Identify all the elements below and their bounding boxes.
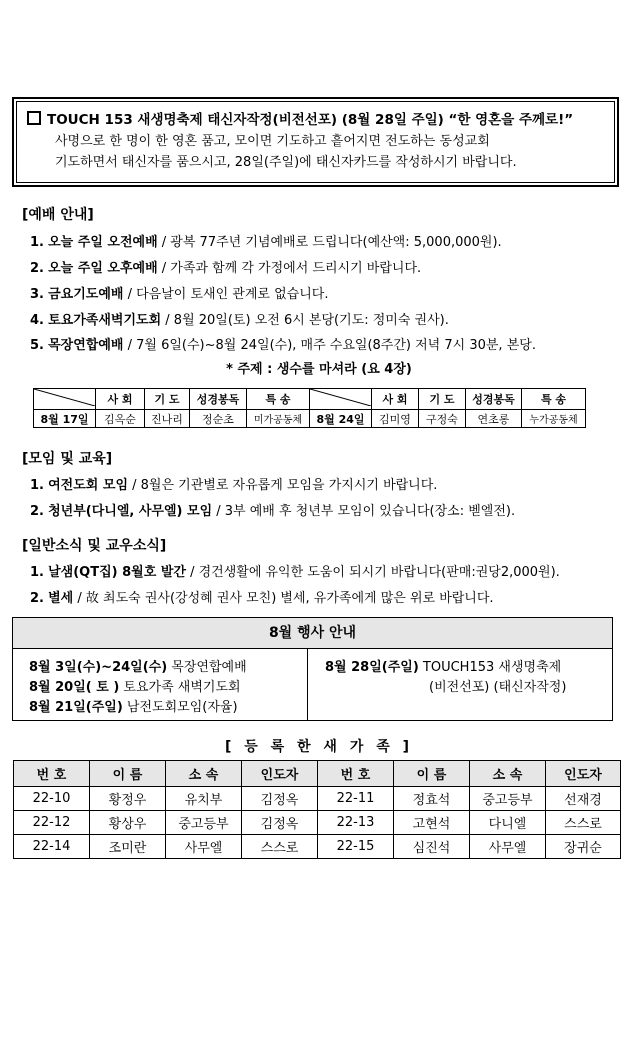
duty-table — [33, 388, 586, 428]
reg-cell: 다니엘 — [470, 811, 546, 835]
worship-heading: [예배 안내] — [22, 207, 94, 223]
reg-header: 이 름 — [90, 761, 166, 787]
touch-festival-box — [12, 97, 619, 187]
registration-title: [ 등 록 한 새 가 족 ] — [224, 739, 414, 755]
reg-cell: 선재경 — [546, 787, 621, 811]
reg-cell: 중고등부 — [470, 787, 546, 811]
sermon-theme: * 주제 : 생수를 마셔라 (요 4장) — [226, 362, 412, 377]
reg-cell: 장귀순 — [546, 835, 621, 859]
table-row — [14, 835, 621, 859]
worship-item-3: 3. 금요기도예배 / 다음날이 토새인 관계로 없습니다. — [30, 287, 329, 302]
reg-cell: 사무엘 — [166, 835, 242, 859]
news-heading: [일반소식 및 교우소식] — [22, 538, 167, 554]
duty-cell: 누가공동체 — [522, 410, 586, 428]
event-item: 8월 28일(주일) TOUCH153 새생명축제 — [325, 660, 562, 675]
events-right — [325, 658, 566, 698]
duty-cell: 구정숙 — [419, 410, 466, 428]
reg-cell: 22-10 — [14, 787, 90, 811]
duty-cell: 미가공동체 — [247, 410, 310, 428]
meeting-item-1: 1. 여전도회 모임 / 8월은 기관별로 자유롭게 모임을 가지시기 바랍니다. — [30, 478, 438, 493]
checkbox-icon — [27, 111, 41, 125]
reg-header: 번 호 — [14, 761, 90, 787]
reg-cell: 스스로 — [242, 835, 318, 859]
duty-corner — [34, 389, 96, 410]
reg-header: 인도자 — [242, 761, 318, 787]
events-divider — [307, 649, 308, 721]
worship-item-2: 2. 오늘 주일 오후예배 / 가족과 함께 각 가정에서 드리시기 바랍니다. — [30, 261, 422, 276]
duty-header: 특 송 — [522, 389, 586, 410]
table-row — [14, 811, 621, 835]
worship-item-1: 1. 오늘 주일 오전예배 / 광복 77주년 기념예배로 드립니다(예산액: 5,000,000원). — [30, 235, 502, 250]
duty-cell: 김옥순 — [96, 410, 145, 428]
reg-cell: 스스로 — [546, 811, 621, 835]
duty-cell: 정순초 — [190, 410, 247, 428]
touch-line-1: 사명으로 한 명이 한 영혼 품고, 모이면 기도하고 흩어지면 전도하는 동성교회 — [55, 134, 490, 149]
table-row — [14, 787, 621, 811]
registration-header-row — [14, 761, 621, 787]
event-item: 8월 3일(수)~24일(수) 목장연합예배 — [29, 660, 247, 675]
events-title: 8월 행사 안내 — [13, 618, 612, 649]
duty-header: 사 회 — [372, 389, 419, 410]
duty-date: 8월 17일 — [34, 410, 96, 428]
reg-cell: 김정옥 — [242, 811, 318, 835]
duty-cell: 연초롱 — [466, 410, 522, 428]
reg-header: 소 속 — [470, 761, 546, 787]
event-item: 8월 21일(주일) 남전도회모임(자율) — [29, 700, 238, 715]
news-item-1: 1. 날샘(QT집) 8월호 발간 / 경건생활에 유익한 도움이 되시기 바랍니다(판매:권당2,000원). — [30, 565, 560, 580]
reg-header: 번 호 — [318, 761, 394, 787]
reg-cell: 조미란 — [90, 835, 166, 859]
reg-cell: 심진석 — [394, 835, 470, 859]
duty-header: 성경봉독 — [190, 389, 247, 410]
reg-cell: 고현석 — [394, 811, 470, 835]
worship-item-5: 5. 목장연합예배 / 7월 6일(수)~8월 24일(수), 매주 수요일(8주간) 저녁 7시 30분, 본당. — [30, 338, 536, 353]
duty-header: 기 도 — [419, 389, 466, 410]
reg-header: 인도자 — [546, 761, 621, 787]
duty-date: 8월 24일 — [310, 410, 372, 428]
touch-line-2: 기도하면서 태신자를 품으시고, 28일(주일)에 태신자카드를 작성하시기 바랍니다. — [55, 155, 517, 170]
meeting-heading: [모임 및 교육] — [22, 451, 113, 467]
diagonal-line — [310, 389, 371, 406]
touch-title — [27, 108, 606, 128]
reg-cell: 김정옥 — [242, 787, 318, 811]
reg-header: 소 속 — [166, 761, 242, 787]
duty-header: 특 송 — [247, 389, 310, 410]
diagonal-line — [34, 389, 95, 406]
reg-header: 이 름 — [394, 761, 470, 787]
reg-cell: 정효석 — [394, 787, 470, 811]
reg-cell: 유치부 — [166, 787, 242, 811]
reg-cell: 22-11 — [318, 787, 394, 811]
duty-header-row — [34, 389, 586, 410]
worship-item-4: 4. 토요가족새벽기도회 / 8월 20일(토) 오전 6시 본당(기도: 정미숙 권사). — [30, 313, 449, 328]
reg-cell: 22-14 — [14, 835, 90, 859]
news-item-2: 2. 별세 / 故 최도숙 권사(강성혜 권사 모친) 별세, 유가족에게 많은 위로 바랍니다. — [30, 591, 494, 606]
duty-corner — [310, 389, 372, 410]
reg-cell: 사무엘 — [470, 835, 546, 859]
duty-header: 기 도 — [145, 389, 190, 410]
duty-header: 사 회 — [96, 389, 145, 410]
meeting-item-2: 2. 청년부(다니엘, 사무엘) 모임 / 3부 예배 후 청년부 모임이 있습니다(장소: 벧엘전). — [30, 504, 516, 519]
duty-row — [34, 410, 586, 428]
reg-cell: 22-15 — [318, 835, 394, 859]
touch-title-text: TOUCH 153 새생명축제 태신자작정(비전선포) (8월 28일 주일) “한 영혼을 주께로!” — [47, 112, 574, 128]
events-box — [12, 617, 613, 721]
reg-cell: 22-12 — [14, 811, 90, 835]
reg-cell: 황정우 — [90, 787, 166, 811]
reg-cell: 중고등부 — [166, 811, 242, 835]
duty-header: 성경봉독 — [466, 389, 522, 410]
events-left — [29, 658, 247, 718]
reg-cell: 22-13 — [318, 811, 394, 835]
duty-cell: 김미영 — [372, 410, 419, 428]
duty-cell: 진나리 — [145, 410, 190, 428]
event-item: 8월 20일( 토 ) 토요가족 새벽기도회 — [29, 680, 241, 695]
event-item-cont: (비전선포) (태신자작정) — [429, 680, 567, 695]
reg-cell: 황상우 — [90, 811, 166, 835]
registration-table — [13, 760, 621, 859]
